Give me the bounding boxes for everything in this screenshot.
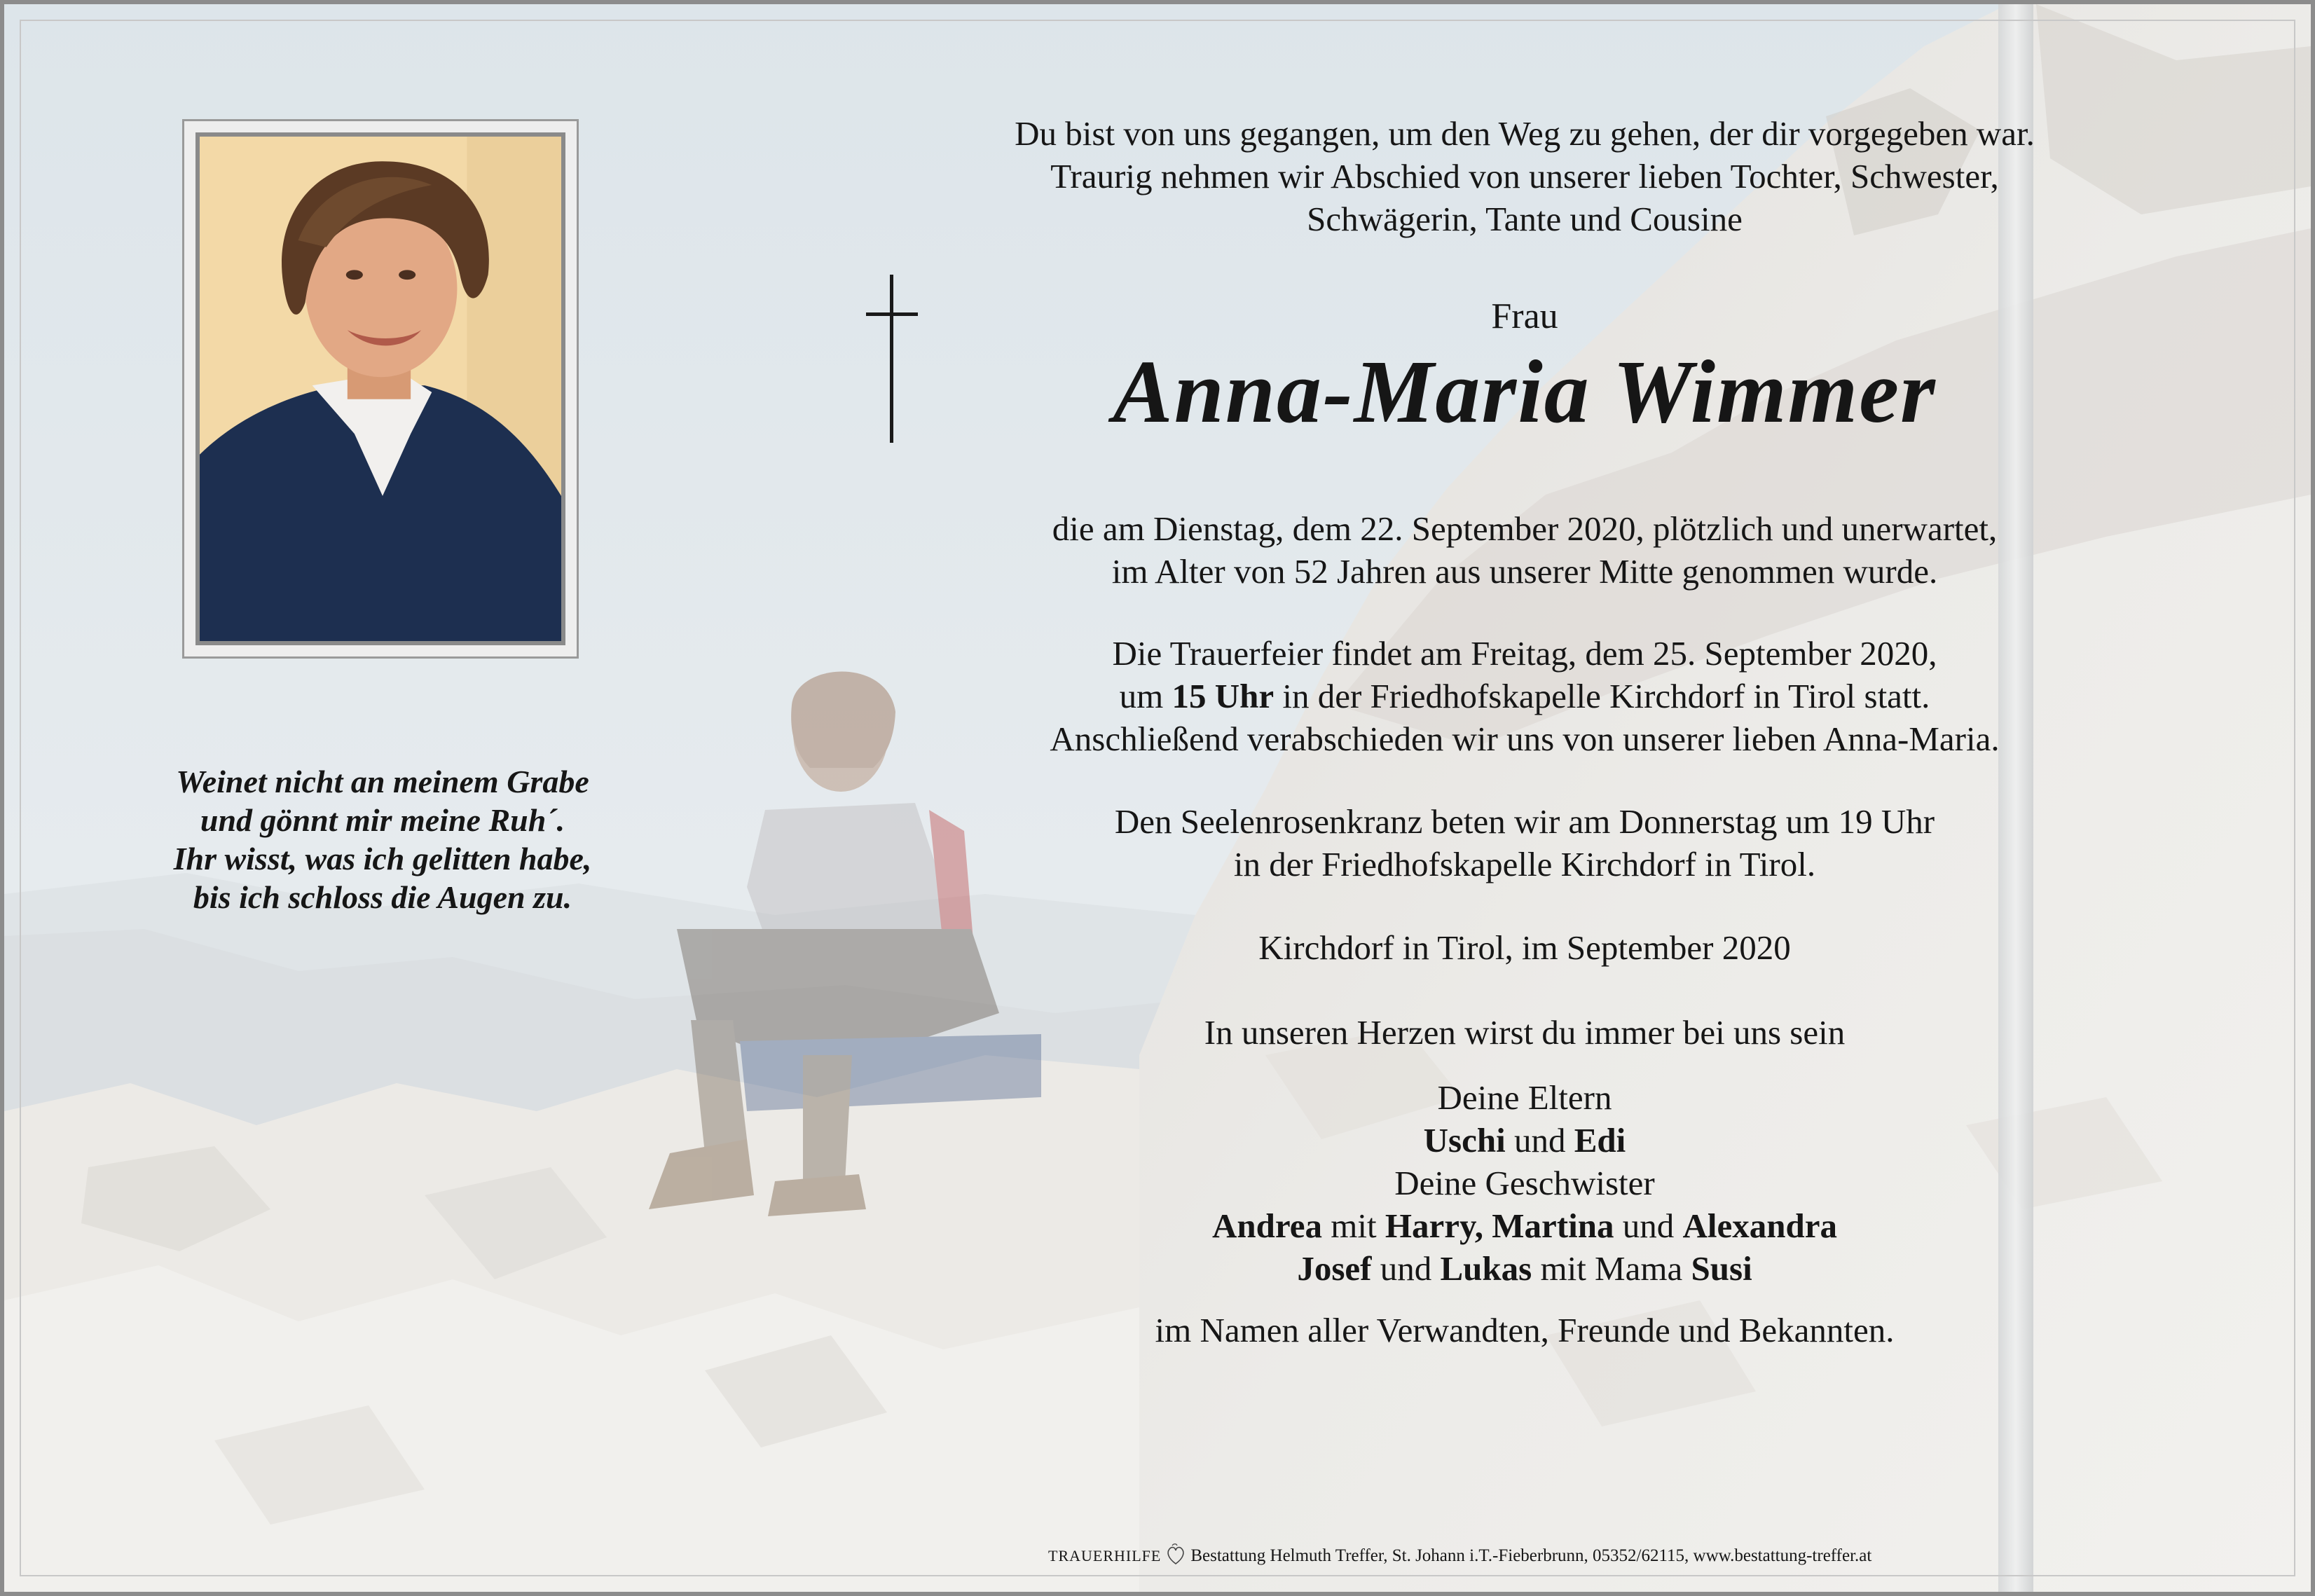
poem-line: bis ich schloss die Augen zu. xyxy=(193,879,572,915)
mama-name: Susi xyxy=(1691,1249,1752,1288)
parent-name: Edi xyxy=(1574,1121,1626,1160)
death-line: die am Dienstag, dem 22. September 2020, plötzlich und unerwartet, xyxy=(1052,509,1998,548)
poem xyxy=(123,762,642,916)
parents-names xyxy=(936,1119,2113,1162)
deceased-name: Anna-Maria Wimmer xyxy=(1113,342,1937,441)
portrait-photo xyxy=(195,132,565,645)
death-line: im Alter von 52 Jahren aus unserer Mitte genommen wurde. xyxy=(1111,552,1938,591)
sibling-name: Andrea xyxy=(1212,1206,1323,1245)
rosary-line: in der Friedhofskapelle Kirchdorf in Tirol. xyxy=(1233,845,1816,883)
portrait-frame xyxy=(182,119,579,659)
connector: mit xyxy=(1322,1206,1385,1245)
connector: mit Mama xyxy=(1532,1249,1691,1288)
parents-label: Deine Eltern xyxy=(1437,1078,1612,1117)
intro-line: Du bist von uns gegangen, um den Weg zu gehen, der dir vorgegeben war. xyxy=(1015,114,2035,153)
hearts-line: In unseren Herzen wirst du immer bei uns sein xyxy=(1204,1013,1846,1052)
rosary-notice xyxy=(936,800,2113,886)
death-notice xyxy=(936,507,2113,593)
footer-brand: TRAUERHILFE xyxy=(1048,1547,1162,1564)
parent-name: Uschi xyxy=(1423,1121,1506,1160)
closing-line: im Namen aller Verwandten, Freunde und Bekannten. xyxy=(1155,1311,1895,1349)
ceremony-line: Anschließend verabschieden wir uns von unserer lieben Anna-Maria. xyxy=(1050,720,2000,758)
intro-line: Schwägerin, Tante und Cousine xyxy=(1307,200,1743,238)
connector: und xyxy=(1371,1249,1441,1288)
partner-names: Harry, Martina xyxy=(1385,1206,1614,1245)
ceremony-line xyxy=(936,675,2113,717)
ceremony-notice xyxy=(936,632,2113,760)
intro-text xyxy=(936,112,2113,240)
intro-line: Traurig nehmen wir Abschied von unserer lieben Tochter, Schwester, xyxy=(1050,157,1999,195)
salutation: Frau xyxy=(1491,296,1558,336)
poem-line: Weinet nicht an meinem Grabe xyxy=(176,764,589,799)
siblings-line-1 xyxy=(936,1204,2113,1247)
poem-line: Ihr wisst, was ich gelitten habe, xyxy=(173,841,592,876)
rosary-line: Den Seelenrosenkranz beten wir am Donnerstag um 19 Uhr xyxy=(1114,802,1935,841)
cross-icon xyxy=(860,275,923,443)
poem-line: und gönnt mir meine Ruh´. xyxy=(200,802,565,838)
sibling-name: Josef xyxy=(1297,1249,1372,1288)
ceremony-pre: um xyxy=(1119,677,1172,715)
ceremony-line: Die Trauerfeier findet am Freitag, dem 25. September 2020, xyxy=(1112,634,1937,673)
connector: und xyxy=(1614,1206,1683,1245)
connector: und xyxy=(1505,1121,1574,1160)
siblings-line-2 xyxy=(936,1247,2113,1290)
place-date: Kirchdorf in Tirol, im September 2020 xyxy=(1258,928,1791,967)
footer-text: Bestattung Helmuth Treffer, St. Johann i.T.-Fieberbrunn, 05352/62115, www.bestattung-treffer.at xyxy=(1190,1546,1872,1565)
sibling-name: Lukas xyxy=(1440,1249,1532,1288)
ceremony-time: 15 Uhr xyxy=(1172,677,1275,715)
footer-credit xyxy=(1048,1543,1998,1567)
ceremony-post: in der Friedhofskapelle Kirchdorf in Tirol statt. xyxy=(1274,677,1930,715)
partner-name: Alexandra xyxy=(1682,1206,1837,1245)
siblings-label: Deine Geschwister xyxy=(1394,1164,1655,1202)
family-list xyxy=(936,1076,2113,1290)
heart-icon xyxy=(1165,1543,1186,1567)
